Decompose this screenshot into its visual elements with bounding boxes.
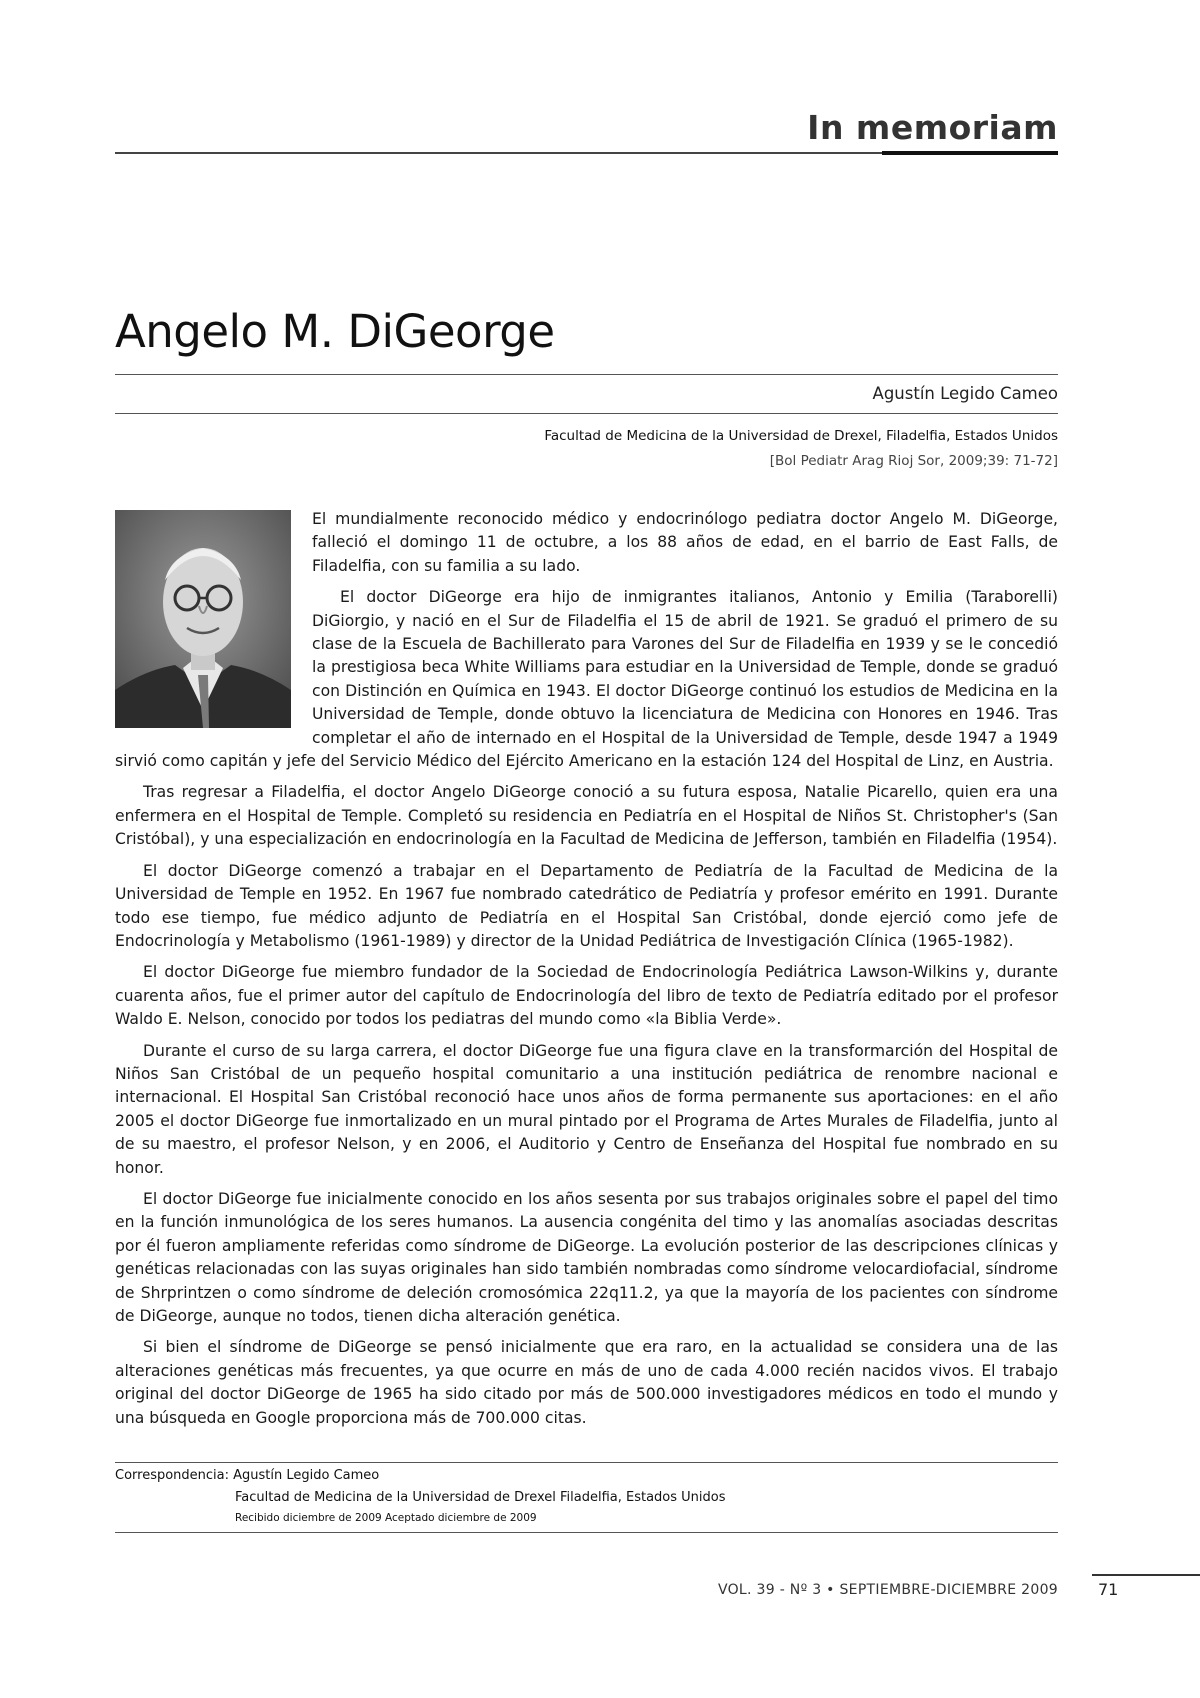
section-heading: In memoriam bbox=[807, 108, 1058, 147]
paragraph: El doctor DiGeorge comenzó a trabajar en el Departamento de Pediatría de la Facultad de Medicina de la Universidad de Temple en 1952. En 1967 fue nombrado catedrático de Pediatría y profesor emérito en 1991. Durante todo ese tiempo, fue médico adjunto de Pediatría en el Hospital San Cristóbal, donde ejerció como jefe de Endocrinología y Metabolismo (1961-1989) y director de la Unidad Pediátrica de Investigación Clínica (1965-1982). bbox=[115, 861, 1058, 950]
photo-spacer bbox=[115, 508, 312, 742]
footer-volume: VOL. 39 - Nº 3 • SEPTIEMBRE-DICIEMBRE 2009 bbox=[717, 1582, 1058, 1598]
correspondence-rule-bottom bbox=[115, 1532, 1058, 1533]
paragraph: El mundialmente reconocido médico y endocrinólogo pediatra doctor Angelo M. DiGeorge, falleció el domingo 11 de octubre, a los 88 años de edad, en el barrio de East Falls, de Filadelfia, con su familia a su lado. bbox=[312, 510, 1058, 575]
author-affiliation: Facultad de Medicina de la Universidad de Drexel, Filadelfia, Estados Unidos bbox=[544, 428, 1058, 444]
correspondence-address: Facultad de Medicina de la Universidad de Drexel Filadelfia, Estados Unidos bbox=[235, 1490, 726, 1505]
paragraph: Durante el curso de su larga carrera, el doctor DiGeorge fue una figura clave en la transformarción del Hospital de Niños San Cristóbal de un pequeño hospital comunitario a una institución pediátrica de renombre nacional e internacional. El Hospital San Cristóbal reconoció hace unos años de forma permanente sus aportaciones: en el año 2005 el doctor DiGeorge fue inmortalizado en un mural pintado por el Programa de Artes Murales de Filadelfia, junto al de su maestro, el profesor Nelson, y en 2006, el Auditorio y Centro de Enseñanza del Hospital fue nombrado en su honor. bbox=[115, 1041, 1058, 1177]
paragraph: El doctor DiGeorge fue miembro fundador de la Sociedad de Endocrinología Pediátrica Lawson-Wilkins y, durante cuarenta años, fue el primer autor del capítulo de Endocrinología del libro de texto de Pediatría editado por el profesor Waldo E. Nelson, conocido por todos los pediatras del mundo como «la Biblia Verde». bbox=[115, 963, 1058, 1029]
page-number: 71 bbox=[1098, 1580, 1119, 1599]
author-name: Agustín Legido Cameo bbox=[872, 384, 1058, 403]
title-rule bbox=[115, 374, 1058, 375]
paragraph: Tras regresar a Filadelfia, el doctor Angelo DiGeorge conoció a su futura esposa, Natalie Picarello, quien era una enfermera en el Hospital de Temple. Completó su residencia en Pediatría en el Hospital de Niños St. Christopher's (San Cristóbal), y una especialización en endocrinología en la Facultad de Medicina de Jefferson, también en Filadelfia (1954). bbox=[115, 783, 1058, 849]
paragraph: Si bien el síndrome de DiGeorge se pensó inicialmente que era raro, en la actualidad se considera una de las alteraciones genéticas más frecuentes, ya que ocurre en más de uno de cada 4.000 recién nacidos vivos. El trabajo original del doctor DiGeorge de 1965 ha sido citado por más de 500.000 investigadores médicos en todo el mundo y una búsqueda en Google proporciona más de 700.000 citas. bbox=[115, 1338, 1058, 1427]
correspondence-rule-top bbox=[115, 1462, 1058, 1463]
correspondence-label: Correspondencia: Agustín Legido Cameo bbox=[115, 1468, 380, 1483]
paragraph: El doctor DiGeorge fue inicialmente conocido en los años sesenta por sus trabajos originales sobre el papel del timo en la función inmunológica de los seres humanos. La ausencia congénita del timo y las anomalías asociadas descritas por él fueron ampliamente referidas como síndrome de DiGeorge. La evolución posterior de las descripciones clínicas y genéticas relacionadas con las suyas originales han sido también nombradas como síndrome velocardiofacial, síndrome de Shrprintzen o como síndrome de deleción cromosómica 22q11.2, ya que la mayoría de los pacientes con síndrome de DiGeorge, aunque no todos, tienen dicha alteración genética. bbox=[115, 1189, 1058, 1325]
header-rule-accent bbox=[882, 151, 1058, 155]
article-body bbox=[115, 508, 1058, 1438]
footer-rule bbox=[1092, 1574, 1200, 1576]
correspondence-dates: Recibido diciembre de 2009 Aceptado diciembre de 2009 bbox=[235, 1512, 537, 1524]
citation: [Bol Pediatr Arag Rioj Sor, 2009;39: 71-72] bbox=[769, 453, 1058, 469]
paragraph: El doctor DiGeorge era hijo de inmigrantes italianos, Antonio y Emilia (Taraborelli) DiGiorgio, y nació en el Sur de Filadelfia el 15 de abril de 1921. Se graduó el primero de su clase de la Escuela de Bachillerato para Varones del Sur de Filadelfia en 1939 y se le concedió la prestigiosa beca White Williams para estudiar en la Universidad de Temple, donde se graduó con Distinción en Química en 1943. El doctor DiGeorge continuó los estudios de Medicina en la Universidad de Temple, donde obtuvo la licenciatura de Medicina con Honores en 1946. Tras completar el año de internado en el Hospital de la Universidad de Temple, desde 1947 a 1949 sirvió como capitán y jefe del Servicio Médico del Ejército Americano en la estación 124 del Hospital de Linz, en Austria. bbox=[115, 588, 1058, 771]
author-rule bbox=[115, 413, 1058, 414]
article-title: Angelo M. DiGeorge bbox=[115, 305, 555, 358]
